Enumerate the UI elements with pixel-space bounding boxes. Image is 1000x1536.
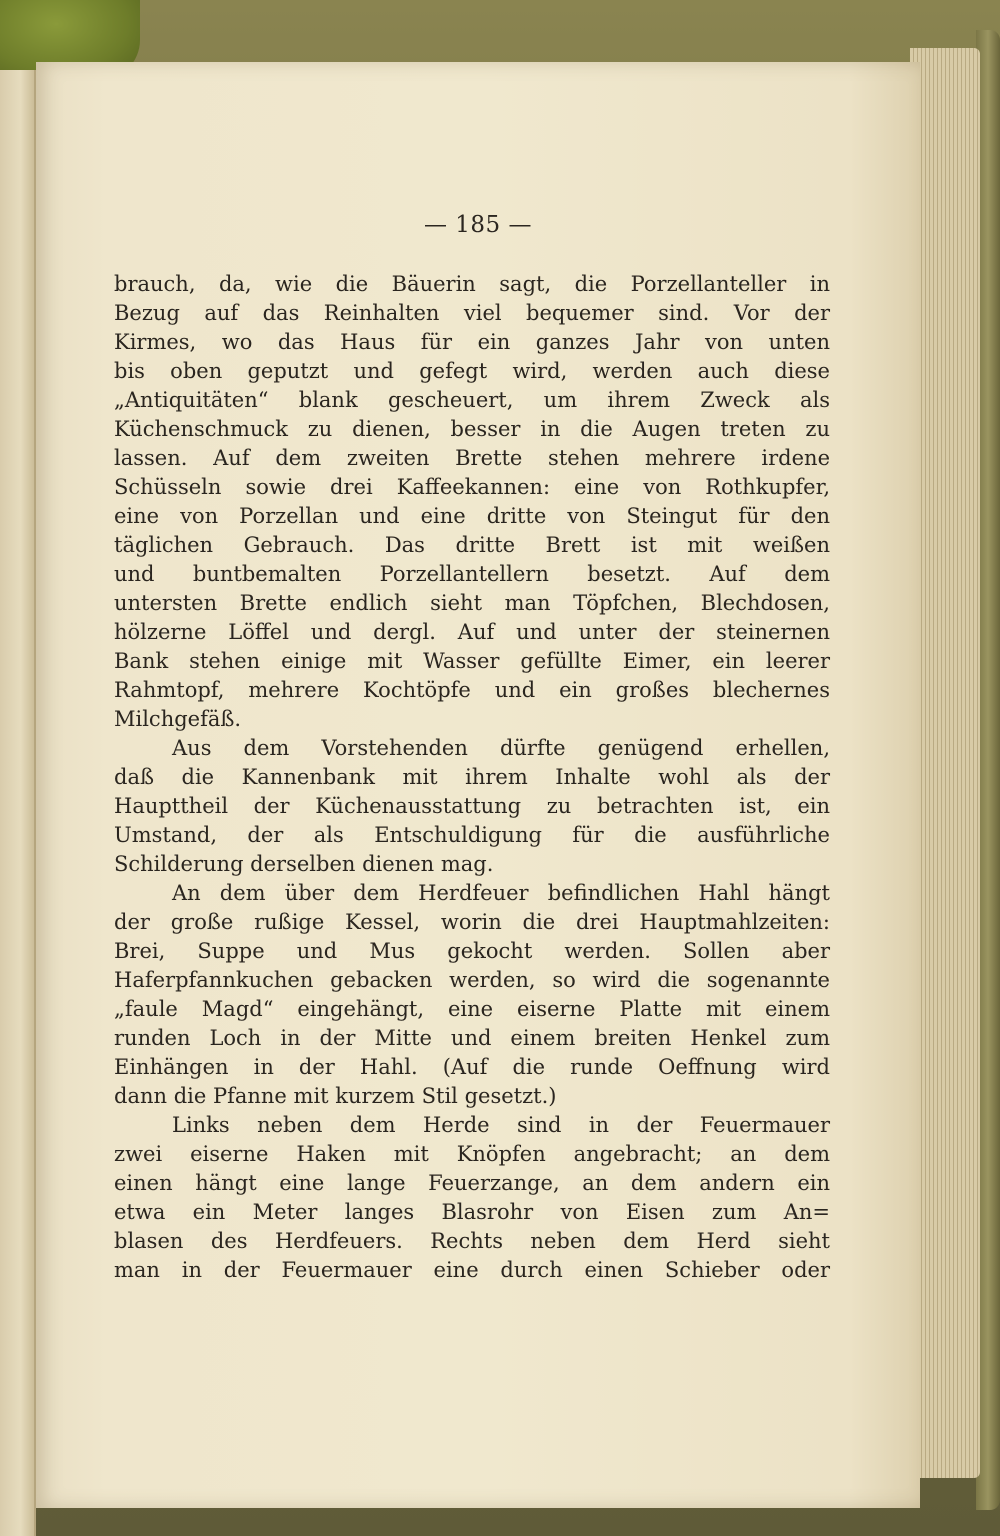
page-edges [910, 48, 980, 1478]
text-line: runden Loch in der Mitte und einem breiten Henkel zum [114, 1026, 830, 1050]
text-line: Umstand, der als Entschuldigung für die ausführliche [114, 823, 830, 847]
text-line: „Antiquitäten“ blank gescheuert, um ihrem Zweck als [114, 388, 830, 412]
text-line: Einhängen in der Hahl. (Auf die runde Oeffnung wird [114, 1055, 830, 1079]
text-line: „faule Magd“ eingehängt, eine eiserne Platte mit einem [114, 997, 830, 1021]
text-line: der große rußige Kessel, worin die drei Hauptmahlzeiten: [114, 910, 830, 934]
text-line: einen hängt eine lange Feuerzange, an dem andern ein [114, 1171, 830, 1195]
text-line: Bank stehen einige mit Wasser gefüllte Eimer, ein leerer [114, 649, 830, 673]
body-text [114, 270, 830, 1285]
text-line: etwa ein Meter langes Blasrohr von Eisen zum An= [114, 1200, 830, 1224]
text-line: daß die Kannenbank mit ihrem Inhalte wohl als der [114, 765, 830, 789]
text-line: zwei eiserne Haken mit Knöpfen angebracht; an dem [114, 1142, 830, 1166]
text-line: Schüsseln sowie drei Kaffeekannen: eine von Rothkupfer, [114, 475, 830, 499]
book-page [36, 62, 920, 1508]
text-line: An dem über dem Herdfeuer befindlichen Hahl hängt [172, 881, 830, 905]
text-line: bis oben geputzt und gefegt wird, werden auch diese [114, 359, 830, 383]
text-line: täglichen Gebrauch. Das dritte Brett ist mit weißen [114, 533, 830, 557]
text-line: Haupttheil der Küchenausstattung zu betrachten ist, ein [114, 794, 830, 818]
text-line: Rahmtopf, mehrere Kochtöpfe und ein großes blechernes [114, 678, 830, 702]
text-line: Kirmes, wo das Haus für ein ganzes Jahr von unten [114, 330, 830, 354]
text-line: untersten Brette endlich sieht man Töpfchen, Blechdosen, [114, 591, 830, 615]
text-line: eine von Porzellan und eine dritte von Steingut für den [114, 504, 830, 528]
text-line: Aus dem Vorstehenden dürfte genügend erhellen, [172, 736, 830, 760]
previous-page-edge [0, 70, 36, 1536]
text-line: lassen. Auf dem zweiten Brette stehen mehrere irdene [114, 446, 830, 470]
text-line: brauch, da, wie die Bäuerin sagt, die Porzellanteller in [114, 272, 830, 296]
page-number: — 185 — [423, 212, 533, 238]
text-line: Milchgefäß. [114, 707, 242, 731]
text-line: man in der Feuermauer eine durch einen Schieber oder [114, 1258, 830, 1282]
text-line: Haferpfannkuchen gebacken werden, so wird die sogenannte [114, 968, 830, 992]
text-line: Bezug auf das Reinhalten viel bequemer sind. Vor der [114, 301, 830, 325]
text-line: Küchenschmuck zu dienen, besser in die Augen treten zu [114, 417, 830, 441]
text-line: Brei, Suppe und Mus gekocht werden. Sollen aber [114, 939, 830, 963]
text-line: dann die Pfanne mit kurzem Stil gesetzt.) [114, 1084, 557, 1108]
text-line: hölzerne Löffel und dergl. Auf und unter der steinernen [114, 620, 830, 644]
text-line: blasen des Herdfeuers. Rechts neben dem Herd sieht [114, 1229, 830, 1253]
text-line: und buntbemalten Porzellantellern besetzt. Auf dem [114, 562, 830, 586]
text-line: Links neben dem Herde sind in der Feuermauer [172, 1113, 830, 1137]
text-line: Schilderung derselben dienen mag. [114, 852, 494, 876]
